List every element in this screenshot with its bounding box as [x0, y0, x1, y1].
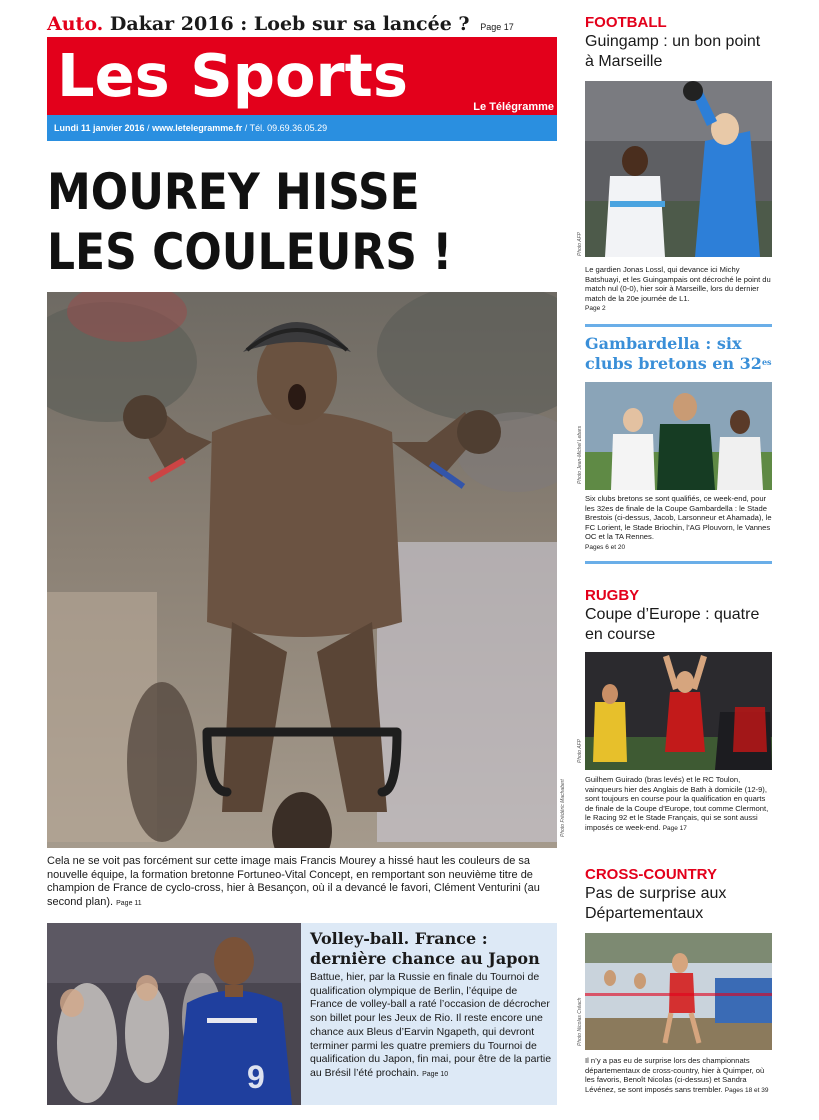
- rugby-page: Page 17: [662, 824, 687, 832]
- gambardella-teaser[interactable]: [577, 334, 772, 551]
- volley-article[interactable]: [47, 923, 557, 1105]
- football-page: Page 2: [585, 305, 606, 313]
- teaser-title: Dakar 2016 : Loeb sur sa lancée ?: [109, 13, 470, 35]
- masthead-info-bar: Lundi 11 janvier 2016 / www.letelegramme.fr / Tél. 09.69.36.05.29: [47, 115, 557, 141]
- football-rubric: FOOTBALL: [585, 14, 667, 31]
- main-headline[interactable]: [47, 162, 496, 282]
- main-photo-cyclocross[interactable]: [47, 292, 557, 848]
- football-credit: Photo AFP: [577, 232, 583, 256]
- rugby-caption: [585, 775, 772, 834]
- cross-photo: [585, 933, 772, 1050]
- cross-teaser[interactable]: [577, 866, 772, 1094]
- volley-text: [310, 971, 552, 1082]
- gambardella-credit: Photo Jean-Michel Lebars: [577, 425, 583, 484]
- football-photo: [585, 81, 772, 257]
- gambardella-caption: [585, 494, 772, 553]
- gambardella-caption-text: Six clubs bretons se sont qualifiés, ce week-end, pour les 32es de finale de la Coupe Gambardella : le Stade Brestois (ci-dessus, Jacob, Larsonneur et Ahamada), le FC Lorient, le Stade Briochin, l’AG Plouvorn, le Vannes OC et la TA Rennes.: [585, 494, 772, 542]
- cross-title: Pas de surprise aux Départementaux: [585, 885, 727, 922]
- top-teaser[interactable]: [47, 12, 557, 38]
- headline-line-2: LES COULEURS !: [47, 223, 453, 281]
- newspaper-brand: Le Télégramme: [473, 101, 554, 113]
- football-caption: [585, 265, 772, 314]
- gambardella-title: Gambardella : six clubs bretons en $32^{es}$: [585, 334, 772, 373]
- main-caption-text: Cela ne se voit pas forcément sur cette image mais Francis Mourey a hissé haut les couleurs de sa nouvelle équipe, la formation bretonne Fortuneo-Vital Concept, en remportant son neuvième titre de champion de France de cyclo-cross, hier à Besançon, où il a devancé le favori, Clément Venturini (au second plan).: [47, 855, 540, 908]
- gambardella-page: Pages 6 et 20: [585, 543, 626, 551]
- masthead: [47, 37, 557, 115]
- cross-page: Pages 18 et 39: [724, 1086, 769, 1094]
- rugby-illustration: [585, 652, 772, 770]
- cross-illustration: [585, 933, 772, 1050]
- cross-credit: Photo Nicolas Créach: [577, 997, 583, 1046]
- cyclist-illustration: [47, 292, 557, 848]
- cross-rubric: CROSS-COUNTRY: [585, 866, 717, 883]
- cross-caption-text: Il n’y a pas eu de surprise lors des championnats départementaux de cross-country, hier à Quimper, où les favoris, Benoît Nicolas (ci-dessus) et Sandra Lévénez, se sont imposés sans trembler.: [585, 1056, 765, 1094]
- volley-page: Page 10: [422, 1070, 449, 1078]
- divider-rugby: [585, 561, 772, 564]
- divider-gambardella: [585, 324, 772, 327]
- rugby-photo: [585, 652, 772, 770]
- rugby-title: Coupe d’Europe : quatre en course: [585, 606, 760, 643]
- teaser-page: Page 17: [480, 22, 514, 32]
- football-title: Guingamp : un bon point à Marseille: [585, 33, 761, 70]
- volley-title: Volley-ball. France : dernière chance au Japon: [310, 929, 540, 968]
- rugby-credit: Photo AFP: [577, 739, 583, 763]
- gambardella-illustration: [585, 382, 772, 490]
- rugby-rubric: RUGBY: [585, 587, 640, 604]
- svg-text:9: 9: [247, 1059, 265, 1095]
- headline-line-1: MOUREY HISSE: [47, 163, 420, 221]
- teaser-kicker: Auto.: [47, 13, 104, 35]
- gambardella-photo: [585, 382, 772, 490]
- main-photo-credit: Photo Frédéric Machabert: [560, 779, 566, 837]
- phone-number: Tél. 09.69.36.05.29: [249, 123, 328, 133]
- main-caption: [47, 855, 557, 910]
- main-caption-page: Page 11: [116, 899, 142, 907]
- volley-photo: [47, 923, 301, 1105]
- football-teaser[interactable]: [577, 14, 772, 313]
- rugby-teaser[interactable]: [577, 587, 772, 832]
- volley-body: Battue, hier, par la Russie en finale du Tournoi de qualification olympique de Berlin, l’équipe de France de volley-ball a raté l’occasion de décrocher son billet pour les Jeux de Rio. Il reste encore une chance aux Bleus d’Earvin Ngapeth, qui devront terminer parmi les quatre premiers du Tournoi de qualification du Japon, fin mai, pour être de la partie au Brésil l’été prochain.: [310, 971, 552, 1079]
- football-illustration: [585, 81, 772, 257]
- football-caption-text: Le gardien Jonas Lossl, qui devance ici Michy Batshuayi, et les Guingampais ont décroché le point du match nul (0-0), hier soir à Marseille, lors du dernier match de la 20e journée de L1.: [585, 265, 771, 303]
- website-link[interactable]: www.letelegramme.fr: [152, 123, 243, 133]
- rugby-caption-text: Guilhem Guirado (bras levés) et le RC Toulon, vainqueurs hier des Anglais de Bath à domicile (12-9), sont toujours en course pour la qualification en quarts de finale de la Coupe d’Europe, tout comme Clermont, le Racing 92 et le Stade Français, qui se sont aussi imposés ce week-end.: [585, 775, 769, 832]
- cross-caption: [585, 1056, 772, 1095]
- volley-player-illustration: [47, 923, 301, 1105]
- section-title: Les Sports: [57, 41, 408, 110]
- issue-date: Lundi 11 janvier 2016: [54, 123, 145, 133]
